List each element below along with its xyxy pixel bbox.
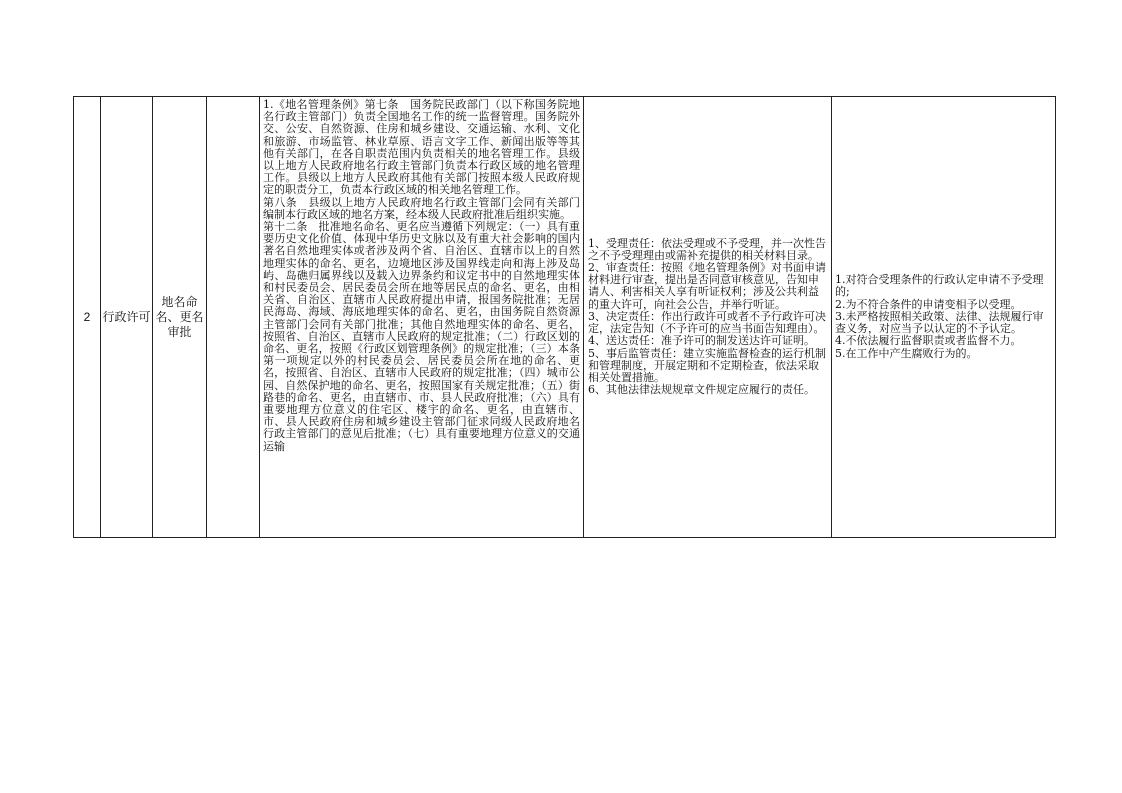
accountability-cell: [832, 97, 1056, 538]
row-number-cell: [74, 97, 101, 538]
responsibility-item: 5、事后监管责任：建立实施监督检查的运行机制和管理制度，开展定期和不定期检查，依法采取相关处置措施。: [588, 346, 826, 384]
responsibility-cell: [584, 97, 832, 538]
accountability-item: 2.为不符合条件的申请变相予以受理。: [835, 297, 1022, 311]
responsibility-item: 1、受理责任：依法受理或不予受理，并一次性告之不予受理理由或需补充提供的相关材料目录。: [588, 236, 826, 262]
legal-basis-cell: [260, 97, 584, 538]
accountability-item: 5.在工作中产生腐败行为的。: [835, 346, 978, 360]
item-name-cell: [153, 97, 207, 538]
responsibility-item: 4、送达责任：准予许可的制发送达许可证明。: [588, 334, 815, 348]
responsibility-item: 3、决定责任：作出行政许可或者不予行政许可决定，法定告知（不予许可的应当书面告知理由）。: [588, 309, 826, 336]
category-cell: [101, 97, 153, 538]
accountability-item: 4.不依法履行监督职责或者监督不力。: [835, 334, 1022, 348]
table-row: [74, 97, 1056, 538]
legal-basis-article-7: 1.《地名管理条例》第七条 国务院民政部门（以下称国务院地名行政主管部门）负责全国地名工作的统一监督管理。国务院外交、公安、自然资源、住房和城乡建设、交通运输、水利、文化和旅游、市场监管、林业草原、语言文字工作、新闻出版等等其他有关部门，在各自职责范围内负责相关的地名管理工作。县级以上地方人民政府地名行政主管部门负责本行政区域的地名管理工作。县级以上地方人民政府其他有关部门按照本级人民政府规定的职责分工，负责本行政区域的相关地名管理工作。: [263, 98, 580, 197]
row-number: 2: [83, 309, 91, 324]
legal-basis-article-12: 第十二条 批准地名命名、更名应当遵循下列规定：（一）具有重要历史文化价值、体现中华历史文脉以及有重大社会影响的国内著名自然地理实体或者涉及两个省、自治区、直辖市以上的自然地理实体的命名、更名，边境地区涉及国界线走向和海上涉及岛屿、岛礁归属界线以及载入边界条约和议定书中的自然地理实体和村民委员会、居民委员会所在地等居民点的命名、更名，由相关省、自治区、直辖市人民政府提出申请，报国务院批准；无居民海岛、海域、海底地理实体的命名、更名，由国务院自然资源主管部门会同有关部门批准；其他自然地理实体的命名、更名，按照省、自治区、直辖市人民政府的规定批准；（二）行政区划的命名、更名，按照《行政区划管理条例》的规定批准；（三）本条第一项规定以外的村民委员会、居民委员会所在地的命名、更名，按照省、自治区、直辖市人民政府的规定批准；（四）城市公园、自然保护地的命名、更名，按照国家有关规定批准；（五）街路巷的命名、更名，由直辖市、市、县人民政府批准；（六）具有重要地理方位意义的住宅区、楼宇的命名、更名，由直辖市、市、县人民政府住房和城乡建设主管部门征求同级人民政府地名行政主管部门的意见后批准；（七）具有重要地理方位意义的交通运输: [263, 220, 580, 453]
power-category: 行政许可: [102, 309, 151, 324]
responsibility-item: 6、其他法律法规规章文件规定应履行的责任。: [588, 383, 815, 397]
responsibility-item: 2、审查责任：按照《地名管理条例》对书面申请材料进行审查，提出是否同意审核意见，告知申请人、利害相关人享有听证权利；涉及公共利益的重大许可，向社会公告，并举行听证。: [588, 261, 826, 311]
sub-item-cell: [207, 97, 260, 538]
accountability-item: 1.对符合受理条件的行政认定申请不予受理的;: [835, 273, 1044, 299]
accountability-item: 3.未严格按照相关政策、法律、法规履行审查义务，对应当予以认定的不予认定。: [835, 309, 1044, 336]
power-list-table: [73, 96, 1056, 538]
item-name: 地名命名、更名审批: [155, 294, 204, 339]
legal-basis-article-8: 第八条 县级以上地方人民政府地名行政主管部门会同有关部门编制本行政区域的地名方案，经本级人民政府批准后组织实施。: [263, 195, 580, 221]
